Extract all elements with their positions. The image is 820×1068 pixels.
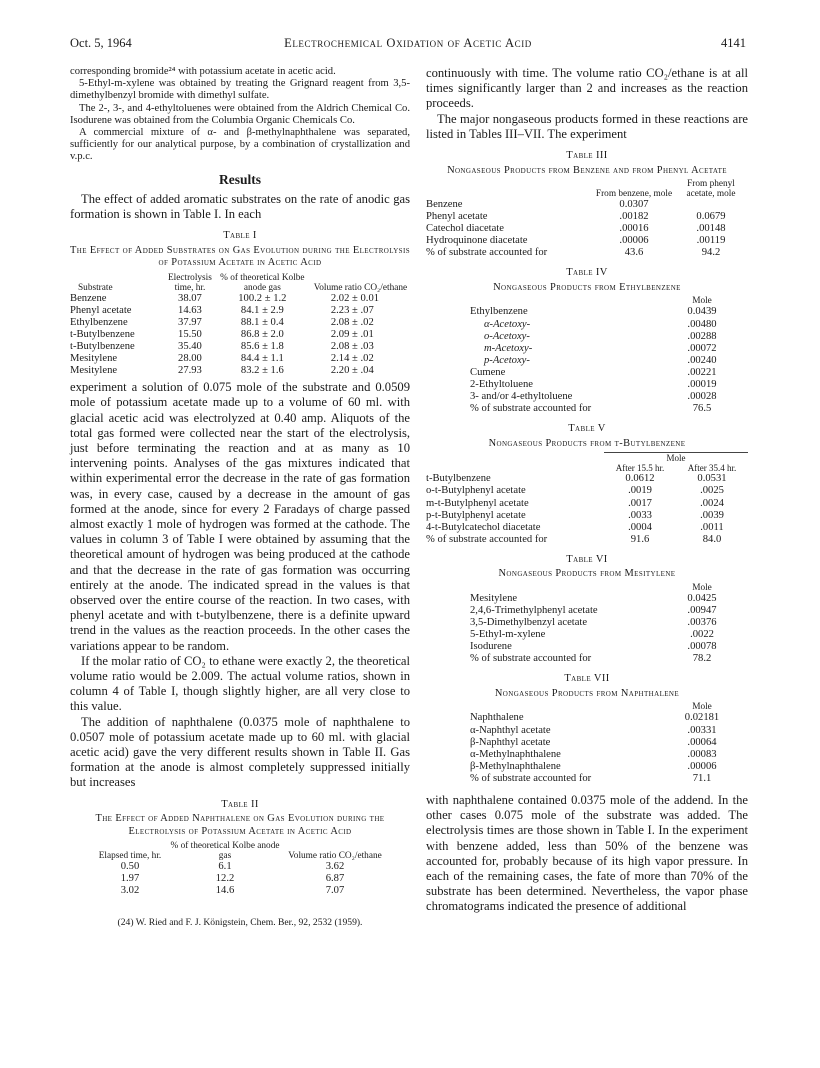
- table-cell: Benzene: [70, 292, 107, 304]
- table-row: [470, 761, 744, 773]
- table-cell: % of substrate accounted for: [426, 247, 548, 259]
- table-row: [470, 605, 744, 617]
- data-table: [426, 179, 748, 259]
- table-row: [95, 861, 385, 873]
- table-row: [426, 223, 748, 235]
- column-header: % of theoretical Kolbe anode gas: [170, 841, 280, 862]
- column-header: [426, 453, 604, 464]
- table-cell: Ethylbenzene: [470, 306, 528, 318]
- table-cell: .00006: [687, 760, 717, 772]
- body-paragraph: The effect of added aromatic substrates on the rate of anodic gas formation is shown in Table I. In each: [70, 191, 410, 221]
- table-cell: 14.63: [178, 304, 202, 316]
- table-row: [470, 355, 744, 367]
- table-cell: .00947: [687, 604, 717, 616]
- table-2: [70, 799, 410, 898]
- table-title: The Effect of Added Substrates on Gas Evolution during the Electrolysis of Potassium Acetate in Acetic Acid: [70, 244, 411, 269]
- table-cell: .00480: [687, 318, 717, 330]
- body-paragraph: experiment a solution of 0.075 mole of the substrate and 0.0509 mole of potassium acetate made up to a volume of 60 ml. with glacial acetic acid was electrolyzed at 0.40 amp. Aliquots of the total gas formed were collected near the start of the electrolysis, just before terminating the reaction and at as many as 10 intervening points. Analyses of the gas mixtures indicated that within experimental error the decrease in the rate of gas formation was, in every case, caused by a decrease in the amount of gas formed at the anode, since for every 2 Faradays of charge passed almost exactly 1 mole of hydrogen was formed at the cathode. The values in column 3 of Table I were obtained by assuming that the theoretical amount of hydrogen was being produced at the cathode and that the decrease in the rate of gas formation was occurring entirely at the anode. The indicated spread in the values is that observed over the entire course of the reaction. In two cases, with phenyl acetate and with t-butylbenzene, there is a definite upward trend in the values as the reaction proceeds. In the other cases the variations appear to be random.: [70, 380, 410, 653]
- table-cell: .00288: [687, 330, 717, 342]
- data-table: [70, 273, 410, 378]
- data-table: [470, 583, 744, 666]
- table-cell: 43.6: [624, 247, 644, 259]
- table-cell: 76.5: [692, 403, 712, 415]
- table-row: [426, 199, 748, 211]
- table-cell: .00072: [687, 342, 717, 354]
- table-title: Nongaseous Products from Naphthalene: [494, 687, 680, 699]
- table-cell: .0025: [700, 485, 724, 497]
- table-row: [470, 617, 744, 629]
- column-header-unit: Mole: [692, 702, 712, 713]
- table-cell: .0011: [700, 521, 724, 533]
- column-header: [426, 463, 604, 473]
- column-header: [426, 179, 594, 199]
- table-cell: Mesitylene: [470, 592, 518, 604]
- table-cell: 37.97: [178, 316, 202, 328]
- table-3: [426, 150, 748, 259]
- table-cell: .00006: [619, 235, 649, 247]
- table-cell: β-Methylnaphthalene: [470, 760, 561, 772]
- table-cell: 4-t-Butylcatechol diacetate: [426, 521, 541, 533]
- table-row: [470, 653, 744, 665]
- table-cell: 28.00: [178, 353, 202, 364]
- table-cell: .0033: [628, 509, 652, 521]
- table-cell: % of substrate accounted for: [470, 772, 592, 784]
- table-cell: α-Acetoxy-: [484, 318, 531, 330]
- data-table: [95, 841, 385, 897]
- table-label: Table IV: [566, 267, 608, 279]
- table-cell: m-t-Butylphenyl acetate: [426, 497, 529, 509]
- column-header: From benzene, mole: [595, 189, 673, 200]
- column-header: [470, 702, 660, 712]
- table-cell: Ethylbenzene: [70, 316, 128, 328]
- column-header: Substrate: [78, 282, 113, 293]
- table-cell: 3- and/or 4-ethyltoluene: [470, 391, 573, 403]
- table-cell: 6.87: [325, 873, 345, 885]
- table-row: [470, 319, 744, 331]
- table-row: [70, 317, 410, 329]
- header-date: Oct. 5, 1964: [70, 36, 132, 50]
- table-cell: % of substrate accounted for: [470, 403, 592, 415]
- table-title: Nongaseous Products from Benzene and from Phenyl Acetate: [447, 164, 727, 176]
- table-cell: m-Acetoxy-: [484, 342, 533, 354]
- table-cell: β-Naphthyl acetate: [470, 736, 551, 748]
- table-cell: .00019: [687, 379, 717, 391]
- table-cell: .0017: [628, 497, 652, 509]
- note-paragraph: corresponding bromide²⁴ with potassium acetate in acetic acid.: [70, 66, 336, 77]
- table-row: [70, 293, 410, 305]
- table-cell: 2.23 ± .07: [330, 304, 374, 316]
- table-cell: 78.2: [692, 653, 712, 665]
- table-cell: Mesitylene: [70, 353, 118, 364]
- table-row: [426, 235, 748, 247]
- table-cell: p-t-Butylphenyl acetate: [426, 509, 526, 521]
- table-cell: t-Butylbenzene: [70, 328, 135, 340]
- table-title: Nongaseous Products from Mesitylene: [498, 568, 676, 580]
- column-header: From phenyl acetate, mole: [686, 179, 736, 200]
- header-page-number: 4141: [721, 36, 746, 50]
- table-row: [470, 593, 744, 605]
- table-cell: 2.02 ± 0.01: [330, 292, 380, 304]
- experimental-notes: [70, 66, 410, 164]
- table-cell: 3,5-Dimethylbenzyl acetate: [470, 617, 588, 629]
- table-row: [470, 306, 744, 318]
- data-table: [470, 296, 744, 415]
- table-cell: Isodurene: [470, 641, 512, 653]
- table-cell: 84.0: [702, 533, 722, 545]
- table-cell: 3.02: [120, 885, 140, 897]
- column-header-unit: Mole: [692, 296, 712, 307]
- body-paragraph: If the molar ratio of CO₂ to ethane were exactly 2, the theoretical volume ratio would be 2.009. The actual volume ratios, shown in column 4 of Table I, though slightly higher, are all very close to this value.: [70, 653, 410, 714]
- table-cell: .00182: [619, 211, 649, 223]
- table-label: Table VI: [566, 553, 608, 565]
- table-label: Table II: [221, 798, 259, 810]
- table-cell: .00028: [687, 391, 717, 403]
- table-label: Table I: [223, 230, 257, 242]
- footnote: (24) W. Ried and F. J. Königstein, Chem. Ber., 92, 2532 (1959).: [117, 917, 363, 929]
- body-paragraph: The major nongaseous products formed in these reactions are listed in Tables III–VII. The experiment: [426, 111, 748, 141]
- table-cell: 86.8 ± 2.0: [240, 328, 284, 340]
- table-cell: 2.08 ± .02: [330, 316, 374, 328]
- table-row: [426, 247, 748, 259]
- table-cell: 71.1: [692, 772, 712, 784]
- table-cell: .00083: [687, 748, 717, 760]
- column-header-unit: Mole: [692, 582, 712, 593]
- column-header: Elapsed time, hr.: [98, 851, 162, 862]
- table-cell: t-Butylbenzene: [70, 340, 135, 352]
- table-cell: 83.2 ± 1.6: [240, 365, 284, 377]
- table-row: [470, 712, 744, 724]
- table-label: Table III: [566, 150, 608, 162]
- table-cell: Mesitylene: [70, 365, 118, 377]
- table-row: [95, 873, 385, 885]
- table-cell: Hydroquinone diacetate: [426, 235, 528, 247]
- data-table: [426, 452, 748, 546]
- table-cell: 91.6: [630, 533, 650, 545]
- table-cell: .00078: [687, 641, 717, 653]
- table-row: [70, 305, 410, 317]
- table-row: [470, 391, 744, 403]
- table-cell: 0.50: [120, 861, 140, 873]
- column-header: After 15.5 hr.: [615, 463, 665, 474]
- table-cell: 27.93: [178, 365, 202, 377]
- data-table: [470, 702, 744, 785]
- table-row: [470, 725, 744, 737]
- column-header: After 35.4 hr.: [687, 463, 737, 474]
- body-paragraph: continuously with time. The volume ratio CO₂/ethane is at all times significantly larger than 2 and increases as the reaction proceeds.: [426, 66, 748, 111]
- table-cell: Benzene: [426, 199, 463, 211]
- column-header: [470, 583, 660, 593]
- table-cell: 85.6 ± 1.8: [240, 340, 284, 352]
- table-cell: 100.2 ± 1.2: [238, 292, 287, 304]
- table-cell: 2.20 ± .04: [330, 365, 374, 377]
- table-cell: 2.14 ± .02: [330, 353, 374, 364]
- table-cell: 2.08 ± .03: [330, 340, 374, 352]
- table-row: [426, 473, 748, 485]
- table-cell: .00376: [687, 617, 717, 629]
- table-cell: 14.6: [215, 885, 235, 897]
- section-heading-results: Results: [218, 171, 261, 187]
- table-row: [426, 498, 748, 510]
- table-cell: 7.07: [325, 885, 345, 897]
- table-cell: 0.02181: [684, 712, 720, 724]
- table-cell: .00064: [687, 736, 717, 748]
- table-row: [70, 365, 410, 377]
- table-row: [70, 353, 410, 365]
- running-header: [70, 36, 746, 52]
- table-cell: % of substrate accounted for: [470, 653, 592, 665]
- right-column: [426, 66, 748, 915]
- left-column: [70, 66, 410, 929]
- table-cell: .0004: [628, 521, 652, 533]
- table-row: [426, 522, 748, 534]
- table-cell: 12.2: [215, 873, 235, 885]
- table-row: [470, 331, 744, 343]
- table-cell: 3.62: [325, 861, 345, 873]
- table-cell: 38.07: [178, 292, 202, 304]
- table-row: [470, 367, 744, 379]
- table-cell: α-Methylnaphthalene: [470, 748, 561, 760]
- table-title: Nongaseous Products from t-Butylbenzene: [488, 437, 686, 449]
- table-cell: 1.97: [120, 873, 140, 885]
- table-cell: .00240: [687, 354, 717, 366]
- table-row: [470, 343, 744, 355]
- table-cell: .00221: [687, 366, 717, 378]
- table-cell: % of substrate accounted for: [426, 533, 548, 545]
- table-cell: o-Acetoxy-: [484, 330, 530, 342]
- table-cell: .00119: [696, 235, 726, 247]
- table-cell: Naphthalene: [470, 712, 524, 724]
- table-6: [426, 554, 748, 666]
- table-1: [70, 230, 410, 377]
- body-paragraph: The addition of naphthalene (0.0375 mole of naphthalene to 0.0507 mole of potassium acetate made up to 60 ml. with glacial acetic acid) gave the very different results shown in Table II. Gas formation at the anode is almost completely suppressed initially but increases: [70, 714, 410, 790]
- table-row: [470, 749, 744, 761]
- header-title: Electrochemical Oxidation of Acetic Acid: [284, 36, 532, 50]
- note-paragraph: A commercial mixture of α- and β-methylnaphthalene was separated, sufficiently for our analytical purpose, by a combination of crystallization and v.p.c.: [70, 127, 410, 163]
- table-cell: p-Acetoxy-: [484, 354, 530, 366]
- table-title: The Effect of Added Naphthalene on Gas Evolution during the Electrolysis of Potassium Acetate in Acetic Acid: [95, 813, 385, 837]
- table-4: [426, 267, 748, 415]
- table-cell: 88.1 ± 0.4: [240, 316, 284, 328]
- body-paragraph: with naphthalene contained 0.0375 mole of the addend. In the other cases 0.075 mole of the substrate was added. The electrolysis times are those shown in Table I. In the experiment with benzene added, less than 50% of the benzene was accounted for, probably because of its high vapor pressure. In each of the remaining cases, the fate of more than 70% of the substrate has been determined. Nevertheless, the vapor phase chromatograms indicated the presence of additional: [426, 793, 748, 914]
- table-7: [426, 673, 748, 785]
- table-row: [470, 403, 744, 415]
- table-row: [470, 737, 744, 749]
- note-paragraph: 5-Ethyl-m-xylene was obtained by treating the Grignard reagent from 3,5-dimethylbenzyl bromide with dimethyl sulfate.: [70, 78, 410, 102]
- table-row: [426, 534, 748, 546]
- table-cell: 0.0439: [687, 306, 717, 318]
- table-row: [95, 885, 385, 897]
- table-cell: t-Butylbenzene: [426, 473, 491, 485]
- table-row: [470, 641, 744, 653]
- table-cell: Cumene: [470, 366, 506, 378]
- table-cell: 0.0612: [625, 473, 655, 485]
- table-title: Nongaseous Products from Ethylbenzene: [493, 281, 681, 293]
- column-header-unit: Mole: [604, 453, 748, 464]
- table-cell: .0039: [700, 509, 724, 521]
- table-label: Table VII: [564, 673, 610, 685]
- table-cell: 94.2: [701, 247, 721, 259]
- column-header: Volume ratio CO₂/ethane: [313, 282, 408, 293]
- table-cell: Phenyl acetate: [70, 304, 132, 316]
- table-cell: 2.09 ± .01: [330, 328, 374, 340]
- table-cell: α-Naphthyl acetate: [470, 724, 551, 736]
- table-cell: Phenyl acetate: [426, 211, 488, 223]
- table-5: [426, 423, 748, 546]
- note-paragraph: The 2-, 3-, and 4-ethyltoluenes were obtained from the Aldrich Chemical Co. Isodurene was obtained from the Columbia Organic Chemicals Co.: [70, 102, 410, 126]
- table-cell: Catechol diacetate: [426, 223, 504, 235]
- column-header: Volume ratio CO₂/ethane: [288, 851, 382, 862]
- table-cell: 2,4,6-Trimethylphenyl acetate: [470, 604, 598, 616]
- table-cell: .0024: [700, 497, 724, 509]
- table-cell: .00016: [619, 223, 649, 235]
- table-row: [426, 211, 748, 223]
- table-cell: 5-Ethyl-m-xylene: [470, 629, 546, 641]
- table-cell: 35.40: [178, 340, 202, 352]
- table-cell: .00331: [687, 724, 717, 736]
- table-cell: .00148: [696, 223, 726, 235]
- table-row: [470, 379, 744, 391]
- table-row: [470, 629, 744, 641]
- table-cell: 15.50: [178, 328, 202, 340]
- table-cell: 0.0307: [619, 199, 649, 211]
- table-row: [426, 510, 748, 522]
- table-cell: .0019: [628, 485, 652, 497]
- table-cell: 0.0425: [687, 592, 717, 604]
- table-cell: o-t-Butylphenyl acetate: [426, 485, 526, 497]
- column-header: [470, 296, 660, 306]
- table-row: [470, 773, 744, 785]
- column-header: % of theoretical Kolbe anode gas: [220, 272, 305, 293]
- table-row: [426, 485, 748, 497]
- table-label: Table V: [568, 423, 606, 435]
- table-cell: 6.1: [218, 861, 232, 873]
- table-row: [70, 341, 410, 353]
- table-cell: .0022: [690, 629, 714, 641]
- table-cell: 0.0679: [696, 211, 726, 223]
- column-header: Electrolysis time, hr.: [167, 272, 212, 293]
- table-cell: 84.1 ± 2.9: [240, 304, 284, 316]
- table-cell: 2-Ethyltoluene: [470, 379, 533, 391]
- table-cell: [674, 199, 748, 211]
- table-row: [70, 329, 410, 341]
- table-cell: 84.4 ± 1.1: [240, 353, 284, 364]
- table-cell: 0.0531: [697, 473, 727, 485]
